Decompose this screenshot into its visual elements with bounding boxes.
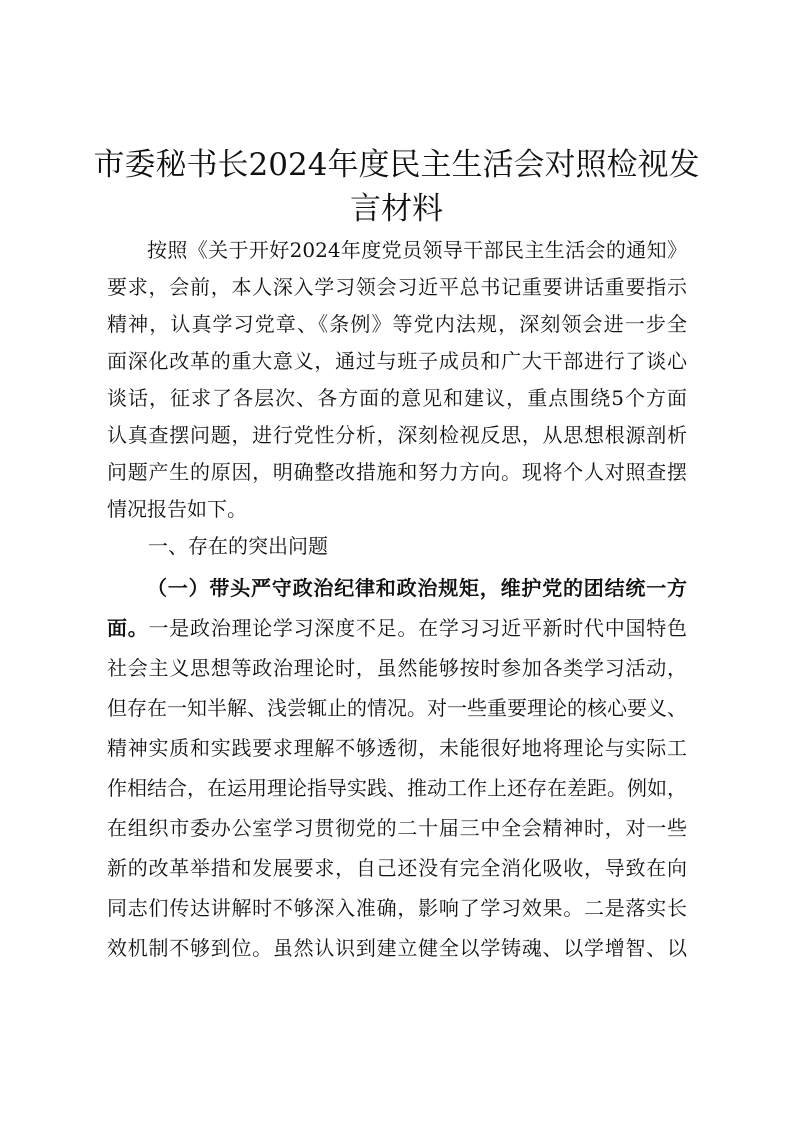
body-paragraph-line: 新的改革举措和发展要求，自己还没有完全消化吸收，导致在向: [107, 856, 687, 880]
body-paragraph-line: 同志们传达讲解时不够深入准确，影响了学习效果。二是落实长: [107, 896, 687, 920]
body-paragraph-line: 作相结合，在运用理论指导实践、推动工作上还存在差距。例如，: [107, 776, 687, 800]
body-paragraph-line: 但存在一知半解、浅尝辄止的情况。对一些重要理论的核心要义、: [107, 696, 687, 720]
intro-paragraph-line: 要求，会前，本人深入学习领会习近平总书记重要讲话重要指示: [107, 275, 687, 299]
document-title-line-2: 言材料: [350, 191, 443, 227]
body-paragraph-line: 在组织市委办公室学习贯彻党的二十届三中全会精神时，对一些: [107, 816, 687, 840]
body-paragraph-line: [107, 608, 687, 648]
intro-paragraph-line: 按照《关于开好2024年度党员领导干部民主生活会的通知》: [147, 238, 687, 262]
body-text-run: 一是政治理论学习深度不足。在学习习近平新时代中国特色: [148, 616, 687, 640]
intro-paragraph-line: 问题产生的原因，明确整改措施和努力方向。现将个人对照查摆: [107, 460, 687, 484]
intro-paragraph-line: 认真查摆问题，进行党性分析，深刻检视反思，从思想根源剖析: [107, 423, 687, 447]
intro-paragraph-line: 谈话，征求了各层次、各方面的意见和建议，重点围绕5个方面: [107, 386, 687, 410]
intro-paragraph-line: 情况报告如下。: [107, 497, 247, 521]
document-title-line-1: 市委秘书长2024年度民主生活会对照检视发: [93, 147, 700, 183]
body-paragraph-line: 效机制不够到位。虽然认识到建立健全以学铸魂、以学增智、以: [107, 936, 687, 960]
intro-paragraph-line: 精神，认真学习党章、《条例》等党内法规，深刻领会进一步全: [107, 312, 687, 336]
body-paragraph-line: 精神实质和实践要求理解不够透彻，未能很好地将理论与实际工: [107, 736, 687, 760]
section-heading-problems: 一、存在的突出问题: [148, 534, 328, 558]
intro-paragraph-line: 面深化改革的重大意义，通过与班子成员和广大干部进行了谈心: [107, 349, 687, 373]
body-paragraph-line: 社会主义思想等政治理论时，虽然能够按时参加各类学习活动，: [107, 656, 687, 680]
subsection-heading-line: （一）带头严守政治纪律和政治规矩，维护党的团结统一方: [147, 576, 687, 600]
subsection-heading-end: 面。: [107, 616, 149, 640]
